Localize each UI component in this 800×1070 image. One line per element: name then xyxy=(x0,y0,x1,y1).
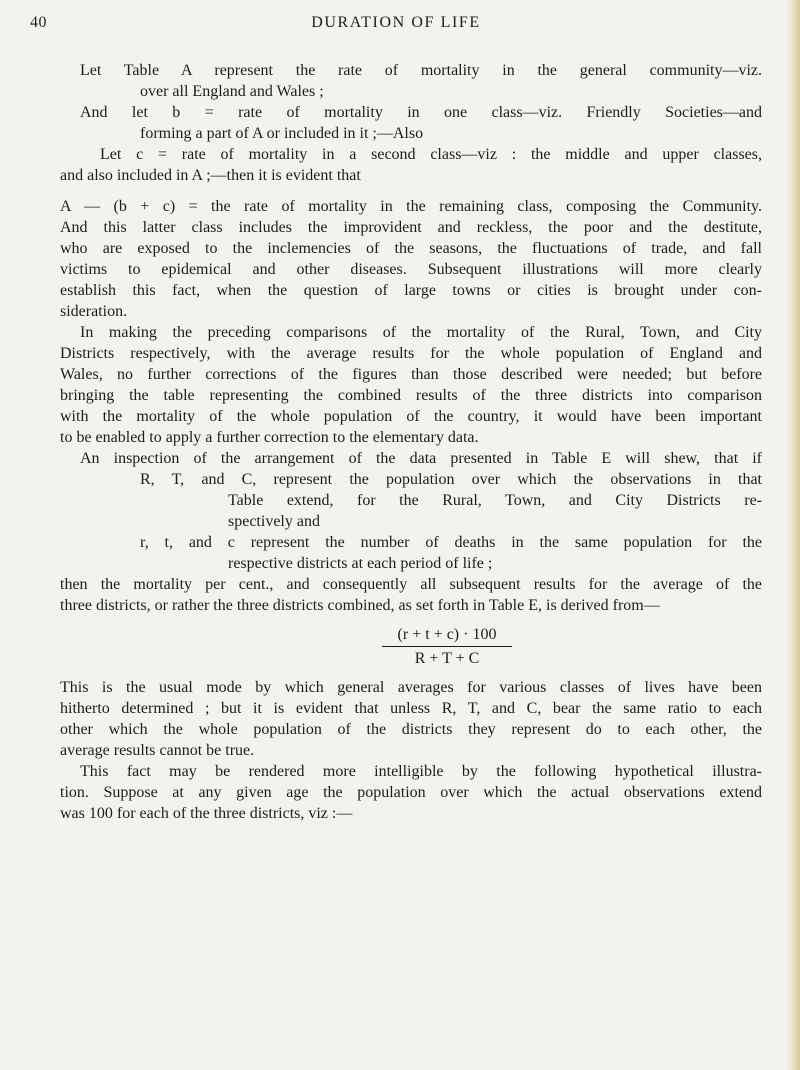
text-line: A — (b + c) = the rate of mortality in the remaining class, composing the Community. xyxy=(60,198,762,215)
text-line: and also included in A ;—then it is evident that xyxy=(60,167,361,184)
text-line: tion. Suppose at any given age the population over which the actual observations extend xyxy=(60,784,762,801)
text-line: bringing the table representing the combined results of the three districts into comparison xyxy=(60,387,762,404)
text-line: And let b = rate of mortality in one class—viz. Friendly Societies—and xyxy=(80,104,762,121)
text-line: who are exposed to the inclemencies of the seasons, the fluctuations of trade, and fall xyxy=(60,240,762,257)
paragraph-table-e xyxy=(60,448,762,616)
formula-numerator: (r + t + c) · 100 xyxy=(382,624,512,647)
paragraph-remaining-class xyxy=(60,196,762,322)
text-line: then the mortality per cent., and consequently all subsequent results for the average of the xyxy=(60,576,762,593)
text-line: Let Table A represent the rate of mortality in the general community—viz. xyxy=(80,62,762,79)
text-line: average results cannot be true. xyxy=(60,742,255,759)
text-line: Wales, no further corrections of the figures than those described were needed; but before xyxy=(60,366,762,383)
paragraph-illustration xyxy=(60,761,762,824)
mortality-formula xyxy=(382,624,512,669)
text-line: This fact may be rendered more intelligible by the following hypothetical illustra- xyxy=(80,763,762,780)
page-body xyxy=(60,60,762,824)
text-line: was 100 for each of the three districts, viz :— xyxy=(60,805,353,822)
paragraph-comparisons xyxy=(60,322,762,448)
paragraph-table-definitions xyxy=(60,60,762,186)
text-line: Districts respectively, with the average results for the whole population of England and xyxy=(60,345,762,362)
text-line: Let c = rate of mortality in a second class—viz : the middle and upper classes, xyxy=(100,146,762,163)
text-line: An inspection of the arrangement of the data presented in Table E will shew, that if xyxy=(80,450,762,467)
text-line: over all England and Wales ; xyxy=(140,83,324,100)
text-line: to be enabled to apply a further correction to the elementary data. xyxy=(60,429,479,446)
page-edge-shadow xyxy=(786,0,800,1070)
text-line: Table extend, for the Rural, Town, and City Districts re- xyxy=(228,492,762,509)
text-line: other which the whole population of the districts they represent do to each other, the xyxy=(60,721,762,738)
text-line: spectively and xyxy=(228,513,320,530)
page-header xyxy=(30,10,762,40)
text-line: three districts, or rather the three districts combined, as set forth in Table E, is derived from— xyxy=(60,597,660,614)
text-line: hitherto determined ; but it is evident that unless R, T, and C, bear the same ratio to each xyxy=(60,700,762,717)
text-line: respective districts at each period of life ; xyxy=(228,555,493,572)
text-line: r, t, and c represent the number of deaths in the same population for the xyxy=(140,534,762,551)
paragraph-usual-mode xyxy=(60,677,762,761)
text-line: victims to epidemical and other diseases. Subsequent illustrations will more clearly xyxy=(60,261,762,278)
text-line: R, T, and C, represent the population over which the observations in that xyxy=(140,471,762,488)
text-line: forming a part of A or included in it ;—Also xyxy=(140,125,424,142)
text-line: sideration. xyxy=(60,303,128,320)
text-line: And this latter class includes the improvident and reckless, the poor and the destitute, xyxy=(60,219,762,236)
page-number: 40 xyxy=(30,14,47,31)
formula-denominator: R + T + C xyxy=(414,650,480,667)
text-line: This is the usual mode by which general averages for various classes of lives have been xyxy=(60,679,762,696)
running-title: DURATION OF LIFE xyxy=(311,14,481,31)
text-line: In making the preceding comparisons of the mortality of the Rural, Town, and City xyxy=(80,324,762,341)
text-line: with the mortality of the whole population of the country, it would have been important xyxy=(60,408,762,425)
text-line: establish this fact, when the question of large towns or cities is brought under con- xyxy=(60,282,762,299)
